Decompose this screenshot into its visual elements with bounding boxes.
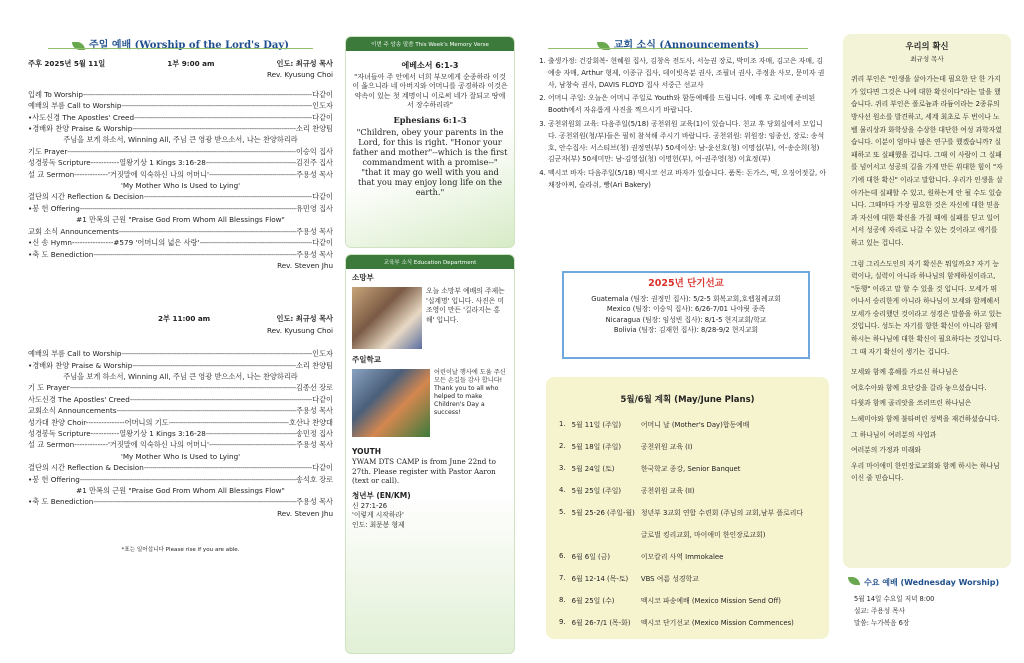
memory-verse-box bbox=[345, 36, 515, 248]
order-row: 'My Mother Who Is Used to Lying' bbox=[120, 451, 241, 461]
order-item: •봉 헌 Offering bbox=[28, 474, 80, 484]
childrens-day-photo bbox=[352, 369, 430, 437]
plan-date: 6월 6일 (금) bbox=[571, 553, 611, 561]
plan-row bbox=[556, 501, 806, 523]
edu-ya-scripture: 신 27:1-26 bbox=[352, 501, 388, 510]
order-row bbox=[28, 439, 333, 450]
leader-dots bbox=[144, 462, 312, 473]
plan-date: 5월 24일 (토) bbox=[571, 465, 615, 473]
service-1 bbox=[28, 58, 333, 271]
education-box bbox=[345, 254, 515, 654]
order-item: •축 도 Benediction bbox=[28, 497, 94, 507]
order-item: •경배와 찬양 Praise & Worship bbox=[28, 360, 133, 370]
conviction-paragraph: 다윗과 함께 골리앗을 쓰러뜨린 하나님은 bbox=[851, 399, 972, 408]
order-row bbox=[28, 405, 333, 416]
order-item: 입례 To Worship bbox=[28, 89, 83, 99]
wednesday-title: 수요 예배 (Wednesday Worship) bbox=[864, 578, 1000, 587]
verse-ref-en: Ephesians 6:1-3 bbox=[393, 114, 467, 125]
plan-row bbox=[556, 457, 806, 479]
edu-sunday-text: 어린이날 행사에 도움 주신 모든 손길들 감사 합니다! Thank you to all who helped to make Children's Day a success! bbox=[434, 368, 506, 416]
edu-hope-text: 오늘 소망부 예배의 주제는 '십계명' 입니다. 사진은 미조영이 만든 '길라지는 홍해' 입니다. bbox=[426, 287, 505, 324]
plan-row bbox=[556, 413, 806, 435]
announcement-item: 1. 출생가정: 건강회복- 현혜원 집사, 김창옥 전도사, 서능권 장로, 박미조 자매, 김고은 자매, 김예송 자매, Arthur 형제, 이종규 집사, 데이빗옥분 권사, 조필녀 권사, 주정윤 사모, 문미자 권사, 남창숙 권사, DAVIS FLOYD 집사 서중근 선교사 bbox=[548, 56, 828, 91]
mission-line: Guatemala (팀장: 권정민 집사): 5/2-5 회복교회,호렙침례교회 bbox=[591, 294, 781, 303]
mission-box bbox=[562, 271, 810, 359]
plan-row bbox=[556, 611, 806, 633]
plan-date: 5월 25-26 (주일-월) bbox=[571, 509, 635, 517]
order-person: 인도자 bbox=[312, 349, 333, 359]
verse-text-ko: "자녀들아 주 안에서 너희 부모에게 순종하라 이것이 옳으니라 네 아버지와 어머니를 공경하라 이것은 약속이 있는 첫 계명이니 이로써 네가 잘되고 땅에서 장수하리라" bbox=[352, 72, 508, 109]
worship-header bbox=[28, 36, 333, 50]
order-row bbox=[28, 89, 333, 100]
mission-line: Mexico (팀장: 이승익 집사): 6/26-7/01 나야릿 종족 bbox=[606, 305, 766, 314]
order-row bbox=[28, 169, 333, 180]
conviction-paragraph: 느헤미야와 함께 불타버린 성벽을 재건하셨습니다. bbox=[851, 415, 1000, 424]
plan-event: 청년부 3교회 연합 수련회 (주님의 교회,남부 플로리다 bbox=[640, 509, 804, 517]
plans-box bbox=[546, 377, 829, 639]
order-item: •축 도 Benediction bbox=[28, 249, 94, 259]
order-item: 교회 소식 Announcements bbox=[28, 226, 119, 236]
order-person: 주용성 목사 bbox=[295, 497, 333, 507]
order-person: 주용성 목사 bbox=[295, 226, 333, 236]
order-item: •봉 헌 Offering bbox=[28, 203, 80, 213]
service-2-leader: 인도: 최규성 목사 bbox=[276, 314, 333, 324]
plan-num: 9. bbox=[559, 618, 566, 626]
announcements-title: 교회 소식 (Announcements) bbox=[613, 40, 760, 51]
order-item: 교회소식 Announcements bbox=[28, 406, 117, 416]
order-person: 호산나 찬양대 bbox=[289, 417, 333, 427]
order-item: 결단의 시간 Reflection & Decision bbox=[28, 463, 144, 473]
leader-dots bbox=[93, 249, 296, 260]
order-item: 성경봉독 Scripture-----------열왕기상 1 Kings 3:16-28 bbox=[28, 158, 206, 168]
rise-note: *표는 일어섭니다 Please rise if you are able. bbox=[121, 547, 240, 554]
plan-event: 글로벌 킹리교회, 마이애미 한인장로교회) bbox=[640, 531, 766, 539]
order-item: 예배의 부름 Call to Worship bbox=[28, 101, 122, 111]
order-row bbox=[28, 191, 333, 202]
order-person: 주용성 목사 bbox=[295, 406, 333, 416]
mission-line: Nicaragua (팀장: 임성빈 집사): 8/1-5 현지교회/학교 bbox=[605, 315, 767, 324]
order-person: 김진주 집사 bbox=[295, 158, 333, 168]
leader-dots bbox=[132, 123, 296, 134]
conviction-paragraph: 그 하나님이 여러분의 사업과 bbox=[851, 430, 937, 439]
wednesday-preacher: 설교: 주용성 목사 bbox=[854, 607, 906, 615]
mission-line: Bolivia (팀장: 김재헌 집사): 8/28-9/2 현지교회 bbox=[613, 326, 759, 335]
plan-event: 멕시코 파송예배 (Mexico Mission Send Off) bbox=[640, 597, 781, 605]
verse-text-en: "Children, obey your parents in the Lord, for this is right. "Honor your father and mother"--which is the first commandment with a promise--" "that it may go well with you and that you may enjoy long life on the earth." bbox=[352, 126, 508, 197]
edu-youth-title: YOUTH bbox=[352, 446, 382, 456]
order-row: 주님을 보게 하소서, Winning All, 주님 큰 영광 받으소서, 나는 찬양하리라 bbox=[63, 371, 298, 381]
order-person: 주용성 목사 bbox=[295, 249, 333, 259]
order-item: 예배의 부름 Call to Worship bbox=[28, 349, 122, 359]
plan-date: 5월 25일 (주일) bbox=[571, 487, 622, 495]
plan-event: 어머니 날 (Mother's Day)합동예배 bbox=[640, 421, 750, 429]
plan-row bbox=[556, 523, 806, 545]
plan-date: 5월 11일 (주일) bbox=[571, 421, 622, 429]
order-person: 소리 찬양팀 bbox=[295, 360, 333, 370]
service-1-leader-en: Rev. Kyusung Choi bbox=[266, 70, 333, 80]
order-row bbox=[28, 157, 333, 168]
edu-youth-text: YWAM DTS CAMP is from June 22nd to 27th. Please register with Pastor Aaron (text or call). bbox=[352, 457, 496, 486]
order-row: Rev. Steven Jhu bbox=[277, 260, 333, 270]
plan-event: VBS 여름 성경학교 bbox=[640, 575, 699, 583]
order-item: 설 교 Sermon-------------'거짓말에 익숙하신 나의 어머니' bbox=[28, 169, 210, 179]
order-row bbox=[28, 417, 333, 428]
plan-date: 6월 26-7/1 (목-화) bbox=[571, 619, 631, 627]
leader-dots bbox=[209, 169, 296, 180]
service-date: 주후 2025년 5월 11일 bbox=[28, 59, 106, 68]
service-1-time: 1부 9:00 am bbox=[167, 59, 215, 68]
leader-dots bbox=[83, 89, 312, 100]
order-row bbox=[28, 146, 333, 157]
order-row bbox=[28, 462, 333, 473]
announcement-item: 3. 공천위원회 교육: 다음주일(5/18) 공천위원 교육(1)이 있습니다. 친교 후 당회실에서 모입니다. 공천위원(청/부)들은 필히 참석해 주시기 바랍니다. 공천위원: 위원장: 임종선, 장로: 송석호, 안수집사: 서스티브(청) 권정연(부) 50세이상: 남-윤선호(청) 이명섭(부), 여-송순희(청) 김군자(부) 50세미만: 남-김영섭(청) 이명헌(부), 여-권주영(청) 이효정(부) bbox=[548, 119, 828, 166]
order-row bbox=[28, 394, 333, 405]
plan-num: 2. bbox=[559, 442, 566, 450]
education-bar: 교육부 소식 Education Department bbox=[346, 255, 514, 269]
order-row bbox=[28, 474, 333, 485]
edu-hope-title: 소망부 bbox=[352, 273, 374, 282]
order-row bbox=[28, 100, 333, 111]
leader-dots bbox=[209, 439, 296, 450]
order-person: 유민영 집사 bbox=[295, 203, 333, 213]
order-row bbox=[28, 203, 333, 214]
plan-num: 4. bbox=[559, 486, 566, 494]
edu-ya-leader: 인도: 최문봉 형제 bbox=[352, 520, 405, 529]
order-row bbox=[28, 226, 333, 237]
conviction-paragraph: 그럼 그리스도인의 자기 확신은 뭐일까요? 자기 능력이나, 실력이 아니라 하나님의 함께하심이라고, "동행" 이라고 말 할 수 있을 것 입니다. 모세가 뛰어나서 승리한게 아니라 하나님이 모세와 함께해서 모세가 승리했던 것이라고 성경은 말씀을 하고 있는 것입니다. 성도는 자기를 향한 확신이 아니라 함께하시는 하나님에 대한 확신이 필요하다는 것입니다. 그 때 자기 확신이 생기는 겁니다. bbox=[851, 259, 1002, 356]
leader-dots bbox=[169, 417, 289, 428]
order-person: 주용성 목사 bbox=[295, 169, 333, 179]
order-item: •경배와 찬양 Praise & Worship bbox=[28, 124, 133, 134]
order-item: 설 교 Sermon-------------'거짓말에 익숙하신 나의 어머니' bbox=[28, 440, 210, 450]
edu-sunday-title: 주일학교 bbox=[352, 355, 381, 365]
order-item: 사도신경 The Apostles' Creed bbox=[28, 394, 130, 404]
order-row bbox=[28, 496, 333, 507]
order-person: 김종선 장로 bbox=[295, 383, 333, 393]
order-item: 결단의 시간 Reflection & Decision bbox=[28, 192, 144, 202]
worship-title: 주일 예배 (Worship of the Lord's Day) bbox=[89, 40, 289, 51]
leader-dots bbox=[80, 203, 296, 214]
mission-title: 2025년 단기선교 bbox=[648, 278, 724, 289]
leader-dots bbox=[132, 360, 296, 371]
plan-num: 6. bbox=[559, 552, 566, 560]
leader-dots bbox=[67, 146, 296, 157]
leader-dots bbox=[121, 348, 312, 359]
order-row bbox=[28, 123, 333, 134]
plan-event: 한국학교 종강, Senior Banquet bbox=[640, 465, 741, 473]
order-row bbox=[28, 382, 333, 393]
order-row: #1 만복의 근원 "Praise God From Whom All Blessings Flow" bbox=[76, 215, 285, 225]
service-2-time: 2부 11:00 am bbox=[158, 314, 211, 324]
order-item: 성경봉독 Scripture-----------열왕기상 1 Kings 3:16-28 bbox=[28, 428, 206, 438]
leader-dots bbox=[117, 405, 296, 416]
plan-row bbox=[556, 479, 806, 501]
order-person: 다같이 bbox=[312, 112, 333, 122]
order-row bbox=[28, 360, 333, 371]
order-person: 송석호 장로 bbox=[295, 474, 333, 484]
order-row: 주님을 보게 하소서, Winning All, 주님 큰 영광 받으소서, 나는 찬양하리라 bbox=[63, 135, 298, 145]
plan-date: 6월 12-14 (목-토) bbox=[571, 575, 629, 583]
announcement-item: 2. 어머니 주일: 오늘은 어머니 주일로 Youth와 함동예배를 드립니다. 예배 후 로비에 준비된 Booth에서 자유롭게 사진을 찍으시기 바랍니다. bbox=[548, 93, 828, 117]
order-item: 성가대 찬양 Choir---------------어머니의 기도 bbox=[28, 417, 169, 427]
leader-dots bbox=[144, 191, 312, 202]
leader-dots bbox=[119, 226, 296, 237]
plan-row bbox=[556, 545, 806, 567]
order-item: •사도신경 The Apostles' Creed bbox=[28, 112, 135, 122]
service-1-leader: 인도: 최규성 목사 bbox=[276, 59, 333, 68]
wednesday-scripture: 말씀: 누가복음 6장 bbox=[854, 619, 910, 627]
order-person: 다같이 bbox=[312, 238, 333, 248]
conviction-paragraph: 우리 마이애미 한인장로교회와 함께 하시는 하나님이신 줄 믿습니다. bbox=[851, 461, 1000, 483]
plan-num: 5. bbox=[559, 508, 566, 516]
order-item: 기 도 Prayer bbox=[28, 383, 70, 393]
order-item: 기도 Prayer bbox=[28, 146, 68, 156]
wednesday-time: 5월 14일 수요일 저녁 8:00 bbox=[854, 595, 935, 603]
service-2-leader-en: Rev. Kyusung Choi bbox=[266, 325, 333, 335]
order-row bbox=[28, 112, 333, 123]
leader-dots bbox=[130, 394, 312, 405]
plan-row bbox=[556, 589, 806, 611]
memory-verse-bar: 이번 주 암송 말씀 This Week's Memory Verse bbox=[346, 37, 514, 51]
order-row bbox=[28, 237, 333, 248]
order-person: 소리 찬양팀 bbox=[295, 124, 333, 134]
edu-ya-theme: '이렇게 시작하라' bbox=[352, 511, 404, 520]
leader-dots bbox=[93, 496, 296, 507]
leaf-icon bbox=[848, 577, 860, 585]
order-person: 다같이 bbox=[312, 463, 333, 473]
plans-title: 5월/6월 계획 (May/June Plans) bbox=[620, 395, 755, 405]
plan-date: 6월 25일 (수) bbox=[571, 597, 615, 605]
leader-dots bbox=[121, 100, 312, 111]
plan-num: 3. bbox=[559, 464, 566, 472]
wednesday-box bbox=[848, 577, 1018, 629]
leader-dots bbox=[134, 112, 312, 123]
plan-date: 5월 18일 (주일) bbox=[571, 443, 622, 451]
worship-column bbox=[28, 0, 333, 663]
order-row: #1 만복의 근원 "Praise God From Whom All Blessings Flow" bbox=[76, 486, 285, 495]
plan-event: 공천위원 교육 (I) bbox=[640, 443, 693, 451]
order-person: 다같이 bbox=[312, 192, 333, 202]
plan-event: 공천위원 교육 (II) bbox=[640, 487, 695, 495]
conviction-paragraph: 여러분의 가정과 미래와 bbox=[851, 446, 921, 455]
plan-row bbox=[556, 567, 806, 589]
conviction-paragraph: 모세와 함께 홍해를 가르신 하나님은 bbox=[851, 368, 959, 377]
leader-dots bbox=[80, 474, 296, 485]
plan-event: 멕시코 단기선교 (Mexico Mission Commences) bbox=[640, 619, 794, 627]
order-row bbox=[28, 249, 333, 260]
conviction-paragraph: 여호수아와 함께 요단강을 갈라 놓으셨습니다. bbox=[851, 383, 987, 392]
conviction-paragraph: 퀴리 부인은 "인생을 살아가는데 필요한 단 한 가지가 있다면 그것은 나에 대한 확신이다"라는 말을 했습니다. 퀴리 부인은 폴로늄과 라듐이라는 2종류의 방사선 원소를 발견하고, 세계 최초로 두 번이나 노벨 물리상과 화학상을 수상한 대단한 여성 과학자였습니다. 이분이 엄마나 많은 연구를 했겠습니까? 실패하고 또 실패했을 겁니다. 그때 이 사람이 그 실패를 넘어서고 성공의 길을 가게 만든 위대한 힘이 "자기에 대한 확신" 이라고 말합니다. 우리가 인생을 살아가는데 실패할 수 있고, 원하는게 안 될 수도 있습니다. 그때마다 가장 필요한 것은 자신에 대한 믿음과 자신에 대한 확신을 가질 때에 실패를 딛고 일어서서 성공에 자리로 나갈 수 있는 것이라고 얘기를 하고 있는 겁니다. bbox=[851, 75, 1003, 247]
plan-num: 8. bbox=[559, 596, 566, 604]
announcements-header bbox=[528, 36, 828, 50]
order-row bbox=[28, 348, 333, 359]
conviction-title: 우리의 확신 bbox=[905, 41, 949, 51]
leader-dots bbox=[200, 237, 313, 248]
order-row: Rev. Steven Jhu bbox=[277, 508, 333, 518]
leader-dots bbox=[70, 382, 296, 393]
order-row bbox=[28, 428, 333, 439]
announcement-item: 4. 멕시코 바자: 다음주일(5/18) 멕시코 선교 바자가 있습니다. 품목: 돈가스, 떡, 오징어젓갈, 아채장아찌, 슬라쉬, 빵(Ari Bakery) bbox=[548, 168, 828, 192]
order-person: 주용성 목사 bbox=[295, 440, 333, 450]
order-person: 다같이 bbox=[312, 89, 333, 99]
leader-dots bbox=[206, 157, 296, 168]
order-person: 다같이 bbox=[312, 394, 333, 404]
edu-young-adult-title: 청년부 (EN/KM) bbox=[352, 491, 411, 501]
order-person: 인도자 bbox=[312, 101, 333, 111]
conviction-author: 최규성 목사 bbox=[910, 54, 944, 63]
service-2 bbox=[28, 313, 333, 519]
order-item: •신 송 Hymn----------------#579 '어머니의 넓은 사랑' bbox=[28, 238, 200, 248]
verse-ref-ko: 에베소서 6:1-3 bbox=[401, 61, 459, 70]
plan-num: 1. bbox=[559, 420, 566, 428]
middle-column bbox=[345, 0, 515, 663]
hope-photo bbox=[352, 287, 422, 349]
conviction-box bbox=[843, 34, 1011, 568]
plan-row bbox=[556, 435, 806, 457]
plan-num: 7. bbox=[559, 574, 566, 582]
order-person: 송민정 집사 bbox=[295, 428, 333, 438]
order-row: 'My Mother Who Is Used to Lying' bbox=[120, 181, 241, 191]
order-person: 이승익 집사 bbox=[295, 146, 333, 156]
leader-dots bbox=[206, 428, 296, 439]
plan-event: 이모칼리 사역 Immokalee bbox=[640, 553, 724, 561]
